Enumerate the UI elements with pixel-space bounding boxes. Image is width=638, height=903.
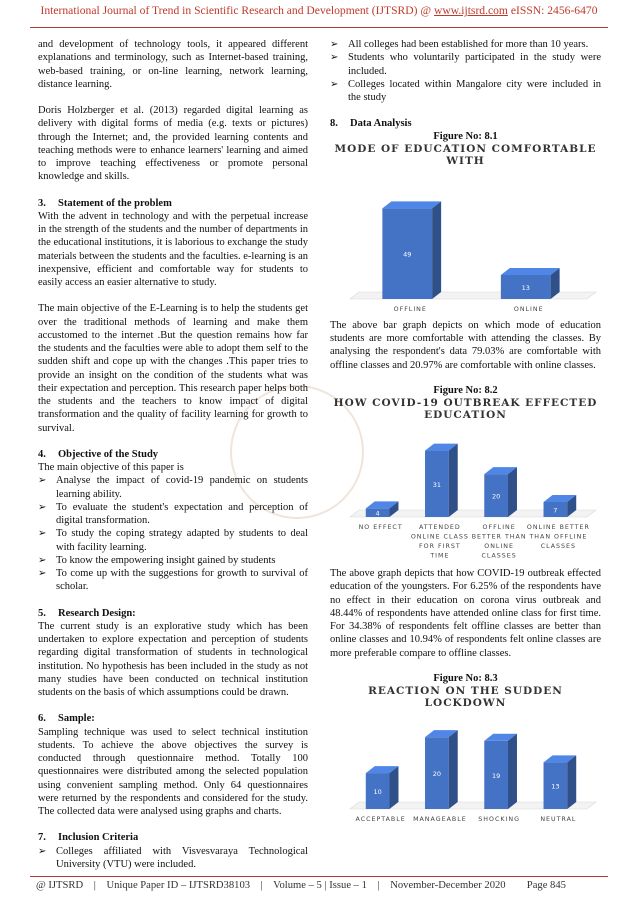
objective-intro: The main objective of this paper is — [38, 462, 184, 473]
objective-list — [38, 474, 308, 593]
inclusion-list-continued — [330, 38, 601, 104]
page-footer — [36, 880, 604, 891]
bar — [484, 467, 517, 517]
category-label: BETTER THAN — [471, 533, 527, 541]
category-label: CLASSES — [481, 552, 517, 560]
arrow-bullet-icon: ➢ — [38, 568, 47, 579]
footer-date: November-December 2020 — [390, 880, 506, 891]
list-item: ➢ Analyse the impact of covid-19 pandemic on students learning ability. — [38, 475, 308, 500]
category-label: ONLINE — [484, 542, 514, 550]
bar-value-label: 13 — [551, 782, 560, 791]
footer-site: @ IJTSRD — [36, 880, 84, 891]
figure-8-2-description: The above graph depicts that how COVID-19 outbreak effected education of the youngsters. For 6.25% of the respondents have no effect in their education on corona virus outbreak and 48.44% of respondents have attended online class for first time. For 34.38% of respondents felt offline classes are better than online classes and 10.94% of respondents felt online classes are more preferable compare to offline classes. — [330, 568, 601, 659]
bar-value-label: 7 — [553, 506, 558, 515]
chart-title-2: HOW COVID-19 OUTBREAK EFFECTED EDUCATION — [333, 396, 598, 421]
bar-value-label: 13 — [521, 283, 530, 292]
figure-label-8-1: Figure No: 8.1 — [433, 130, 498, 142]
bar-value-label: 4 — [375, 509, 380, 518]
category-label: TIME — [430, 552, 450, 560]
problem-paragraph-2: The main objective of the E-Learning is to help the students get over the traditional methods of learning and make them accustomed to the internet .But the question remains how far the students and the faculties were able to adopt them self to the sudden shift and cope up with the changes .This paper tries to provide an insight on the condition of the students what was their expectation and perception. This research paper helps both the students and the teachers to know impact of digital transformation and the quality of facility learning for growth to survival. — [38, 303, 308, 434]
figure-8-1-description: The above bar graph depicts on which mode of education students are more comfortable with attending the classes. By analysing the respondent's data 79.03% are comfortable with offline classes and 20.97% are comfortable with online classes. — [330, 319, 601, 371]
footer-separator: | — [377, 880, 380, 891]
section-heading-research-design: 5. Research Design: — [38, 607, 136, 619]
right-column — [330, 38, 601, 859]
list-item: ➢ To evaluate the student's expectation and perception of digital transformation. — [38, 501, 308, 526]
intro-paragraph: and development of technology tools, it appeared different explanations and terminology, such as Internet-based training, web-based training, or on-line learning, network learning, distance learning. — [38, 39, 308, 90]
bar — [484, 734, 517, 809]
footer-separator: | — [93, 880, 96, 891]
category-label: THAN OFFLINE — [529, 533, 588, 541]
bar — [382, 201, 441, 299]
figure-label-8-2: Figure No: 8.2 — [433, 384, 498, 396]
issn-text: eISSN: 2456-6470 — [507, 4, 598, 17]
arrow-bullet-icon: ➢ — [38, 845, 47, 857]
journal-header — [0, 4, 638, 17]
bar — [501, 267, 560, 298]
category-label: FOR FIRST — [419, 542, 461, 550]
category-label: CLASSES — [540, 542, 577, 550]
bar-side — [389, 766, 398, 809]
bar-value-label: 31 — [432, 480, 442, 489]
research-design-paragraph: The current study is an explorative study which has been undertaken to explore expectation and perception of students regarding digital transformation of students in technological institution. No hypothesis has been included in the study as not many studies have been conducted on technical institution students on the basis of which assumptions could be drawn. — [38, 620, 308, 698]
figure-label-8-3: Figure No: 8.3 — [433, 672, 498, 684]
category-label: ONLINE BETTER — [526, 523, 590, 531]
bar-chart-lockdown-reaction — [330, 709, 601, 855]
problem-paragraph-1: With the advent in technology and with the perpetual increase in the strength of the students and the number of departments in the educational institutions, it is laborious to exchange the study materials between the students and the faculties. e-learning is an inexpensive, efficient and comfortable way for students to easily access an easier alternative to study. — [38, 210, 308, 288]
footer-volume: Volume – 5 | Issue – 1 — [273, 880, 367, 891]
bar-value-label: 10 — [373, 787, 382, 796]
journal-name: International Journal of Trend in Scientific Research and Development (IJTSRD) @ — [40, 4, 434, 17]
arrow-bullet-icon: ➢ — [38, 554, 47, 566]
section-heading-objective: 4. Objective of the Study — [38, 448, 159, 460]
list-item: ➢ All colleges had been established for more than 10 years. — [330, 39, 589, 50]
list-item: ➢ Colleges located within Mangalore city were included in the study — [330, 78, 601, 103]
bar-side — [449, 443, 458, 516]
bar-value-label: 20 — [491, 492, 501, 501]
bar-value-label: 20 — [432, 769, 442, 778]
list-item: ➢ To come up with the suggestions for growth to survival of scholar. — [38, 568, 308, 593]
arrow-bullet-icon: ➢ — [38, 501, 47, 513]
category-label: MANAGEABLE — [413, 815, 467, 823]
arrow-bullet-icon: ➢ — [38, 528, 47, 540]
arrow-bullet-icon: ➢ — [38, 475, 47, 487]
section-heading-problem: 3. Statement of the problem — [38, 197, 172, 209]
footer-separator: | — [260, 880, 263, 891]
list-item: ➢ Students who voluntarily participated in the study were included. — [330, 52, 601, 77]
bar-side — [508, 734, 517, 809]
holzberger-paragraph: Doris Holzberger et al. (2013) regarded digital learning as delivery with digital forms of media (e.g. texts or pictures) through the Internet; and, the provided learning contents and teaching methods were to enhance learners' learning and aimed to improve teaching effectiveness or promote personal knowledge and skills. — [38, 105, 308, 183]
footer-rule — [30, 876, 608, 877]
arrow-bullet-icon: ➢ — [330, 52, 339, 64]
journal-url-link[interactable]: www.ijtsrd.com — [434, 4, 508, 17]
section-heading-data-analysis: 8. Data Analysis — [330, 118, 412, 130]
footer-page-number: Page 845 — [526, 880, 566, 891]
category-label: ATTENDED — [418, 523, 461, 531]
chart-title-3: REACTION ON THE SUDDEN LOCKDOWN — [368, 684, 563, 709]
left-column — [38, 38, 308, 871]
bar — [366, 766, 399, 809]
header-rule — [30, 27, 608, 28]
bar-chart-covid-effect — [330, 421, 601, 563]
bar-side — [567, 755, 576, 809]
inclusion-list — [38, 845, 308, 872]
bar-value-label: 19 — [491, 771, 501, 780]
bar-side — [508, 467, 517, 517]
bar — [544, 495, 577, 517]
category-label: NO EFFECT — [358, 523, 403, 531]
category-label: ACCEPTABLE — [355, 815, 406, 823]
category-label: OFFLINE — [393, 305, 427, 313]
bar — [425, 443, 458, 516]
bar-side — [432, 201, 441, 299]
bar-value-label: 49 — [403, 250, 412, 259]
section-heading-sample: 6. Sample: — [38, 713, 95, 725]
bar-top — [382, 201, 441, 208]
arrow-bullet-icon: ➢ — [330, 78, 339, 90]
category-label: ONLINE CLASS — [410, 533, 469, 541]
list-item: ➢ To know the empowering insight gained by students — [38, 554, 276, 566]
bar-side — [449, 730, 458, 809]
sample-paragraph: Sampling technique was used to select technical institution students. To achieve the above objectives the survey is conducted through questionnaire method. Totally 100 questionnaires were distributed among the selected population using convenient sampling method. Only 64 questionnaires were returned by the respondents and considered for the study. The collected data were analysed using graphs and charts. — [38, 726, 308, 817]
bar-chart-mode-of-education — [330, 167, 601, 315]
bar-top — [501, 267, 560, 274]
arrow-bullet-icon: ➢ — [330, 39, 339, 50]
list-item: ➢ To study the coping strategy adapted by students to deal with facility learning. — [38, 528, 308, 553]
category-label: OFFLINE — [482, 523, 516, 531]
category-label: NEUTRAL — [540, 815, 577, 823]
footer-paper-id: Unique Paper ID – IJTSRD38103 — [106, 880, 251, 891]
bar — [425, 730, 458, 809]
category-label: SHOCKING — [478, 815, 520, 823]
section-heading-inclusion: 7. Inclusion Criteria — [38, 832, 139, 844]
list-item: ➢ Colleges affiliated with Visvesvaraya Technological University (VTU) were included. — [38, 845, 308, 870]
bar — [544, 755, 577, 809]
chart-title-1: MODE OF EDUCATION COMFORTABLE WITH — [334, 142, 597, 167]
category-label: ONLINE — [513, 305, 544, 313]
